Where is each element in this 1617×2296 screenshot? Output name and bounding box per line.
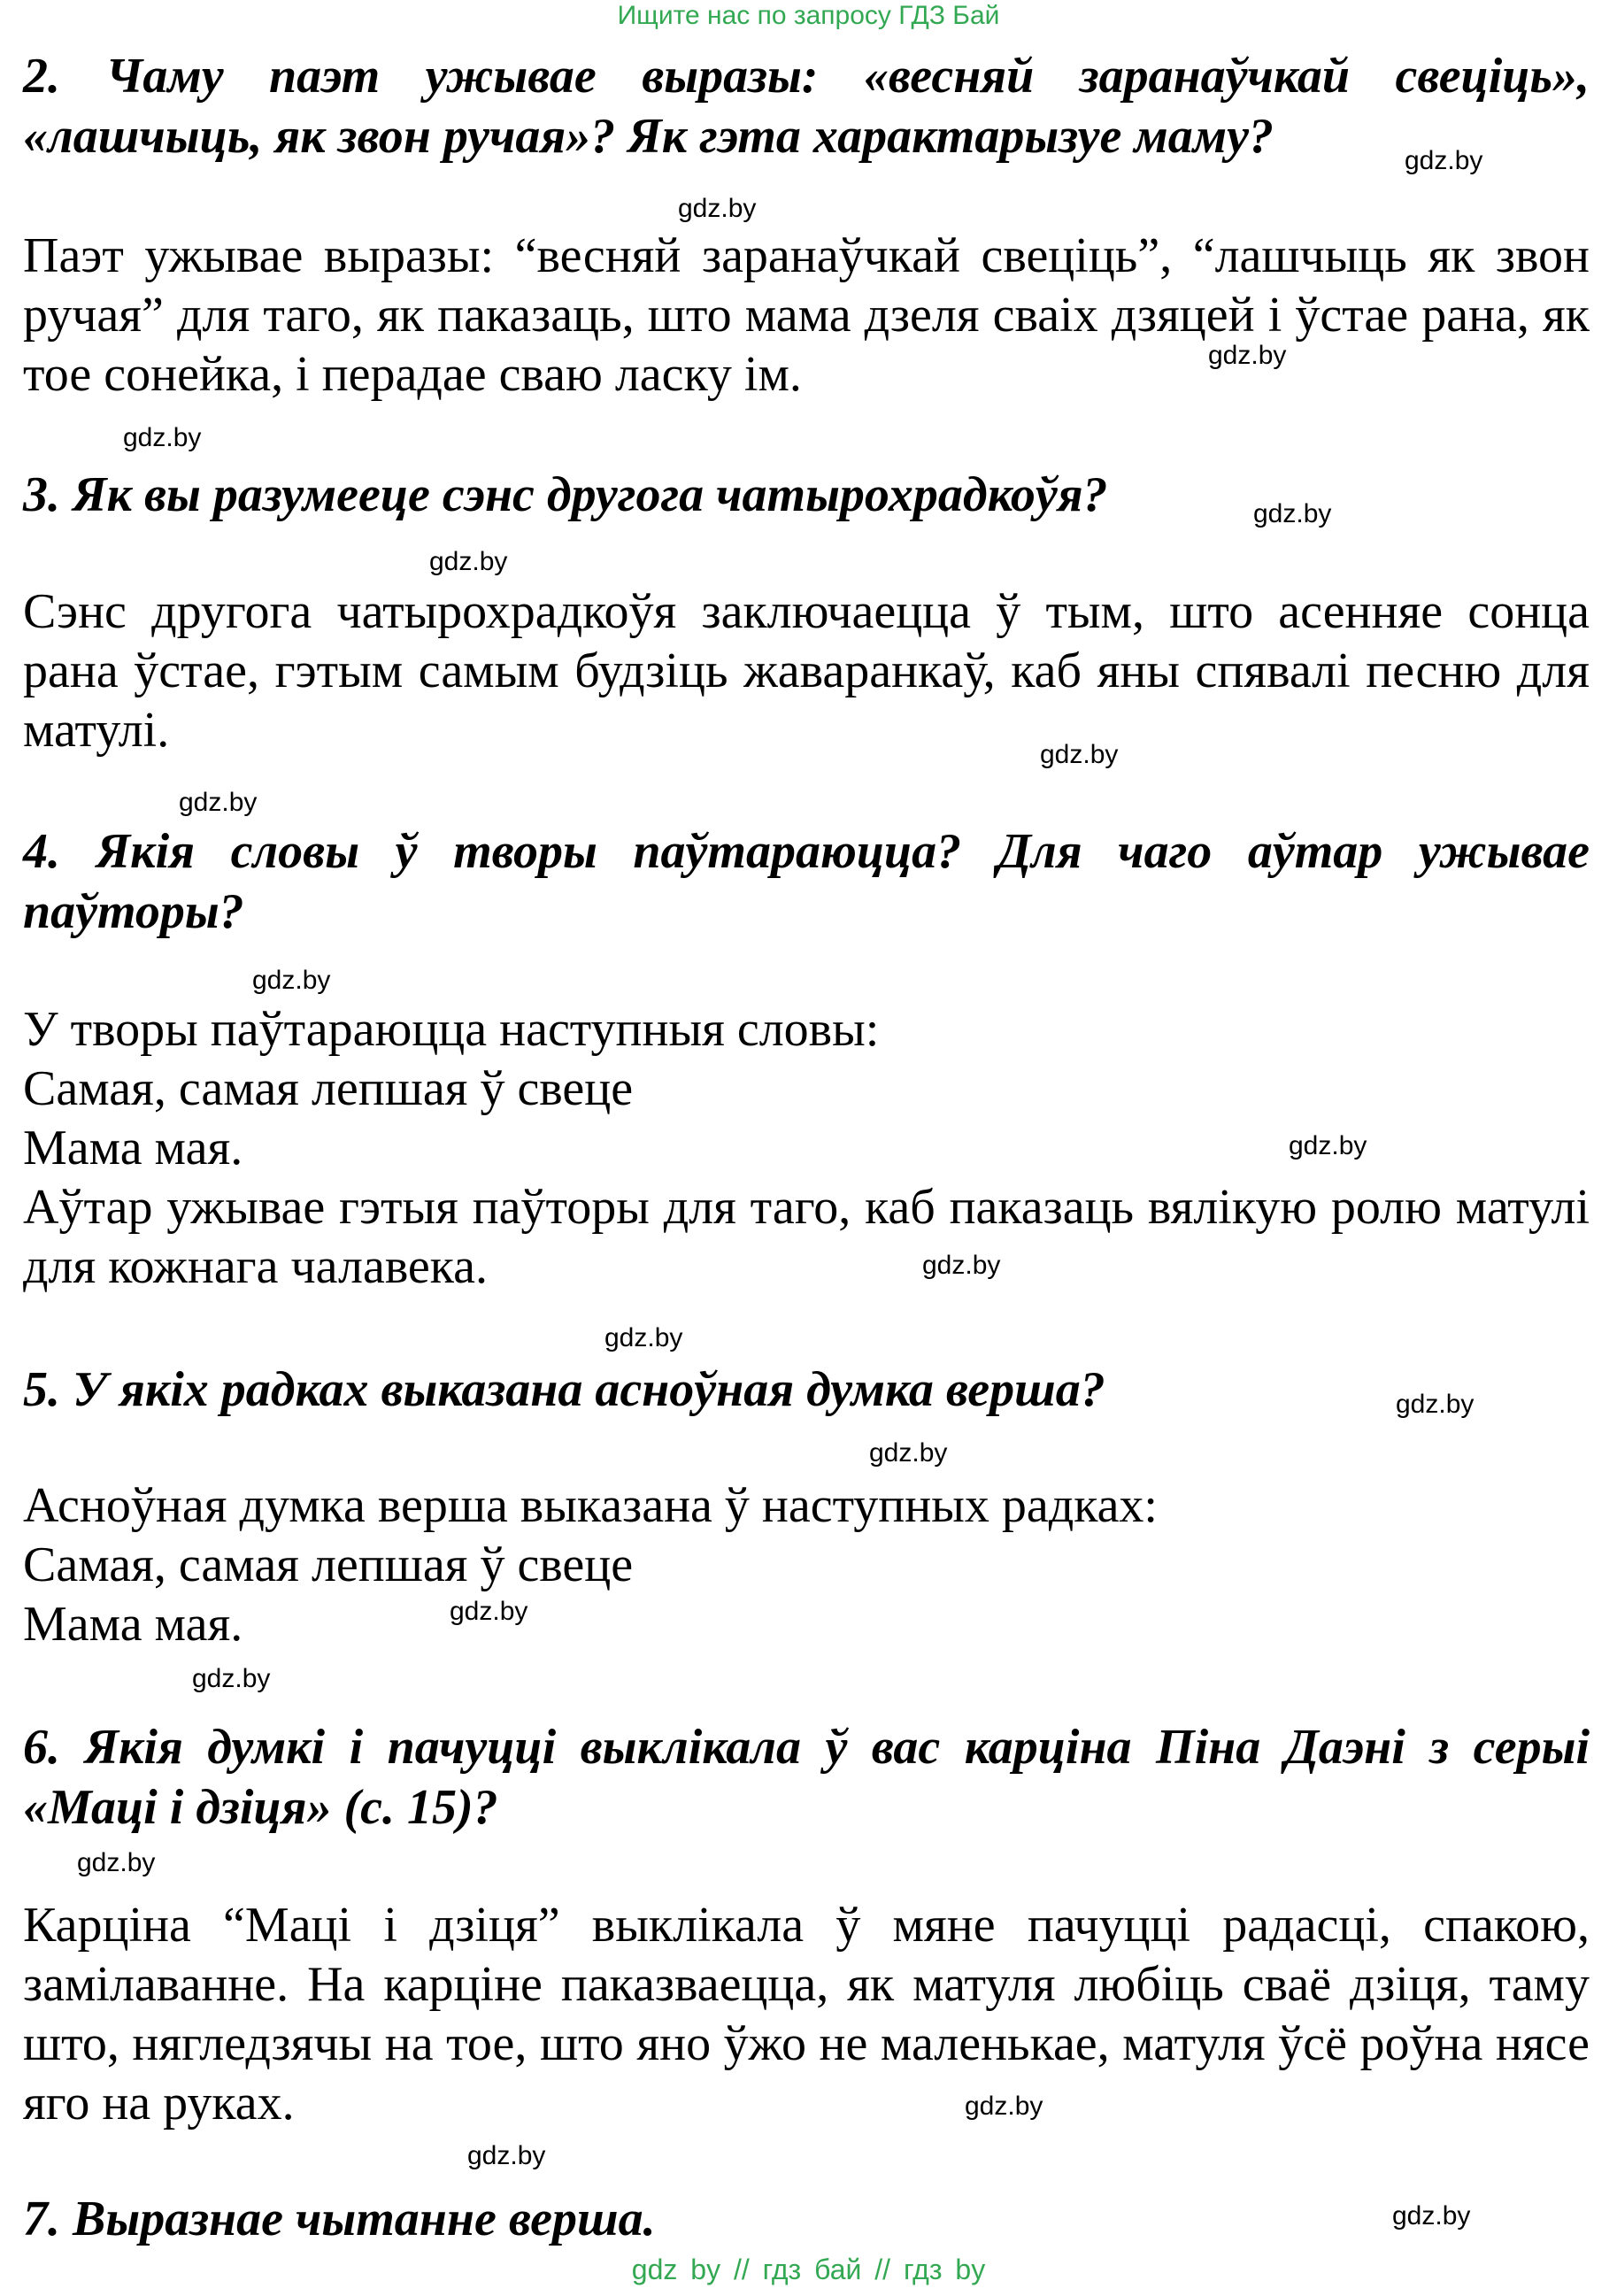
- question-2: 2. Чаму паэт ужывае выразы: «весняй заранаўчкай свеціць», «лашчыць, як звон ручая»? Як гэта характарызуе маму?: [23, 49, 1590, 164]
- watermark: gdz.by: [123, 423, 202, 452]
- answer-4-line-1: У творы паўтараюцца наступныя словы:: [23, 1002, 880, 1057]
- watermark: gdz.by: [869, 1438, 948, 1468]
- question-3: 3. Як вы разумееце сэнс другога чатырохрадкоўя?: [23, 467, 1108, 522]
- answer-5: [23, 1476, 1590, 1654]
- watermark: gdz.by: [1405, 146, 1483, 175]
- watermark: gdz.by: [179, 788, 258, 817]
- answer-3: Сэнс другога чатырохрадкоўя заключаецца ў тым, што асенняе сонца рана ўстае, гэтым самым будзіць жаваранкаў, каб яны спявалі песню для матулі.: [23, 584, 1590, 758]
- question-6: 6. Якія думкі і пачуцці выклікала ў вас карціна Піна Даэні з серыі «Маці і дзіця» (с. 15)?: [23, 1720, 1590, 1835]
- watermark: gdz.by: [467, 2141, 546, 2170]
- watermark: gdz.by: [965, 2092, 1043, 2121]
- answer-4-line-2: Самая, самая лепшая ў свеце: [23, 1061, 634, 1116]
- watermark: gdz.by: [1392, 2201, 1471, 2231]
- footer-links[interactable]: gdz by // гдз бай // гдз by: [631, 2254, 986, 2285]
- answer-4-line-3: Мама мая.: [23, 1121, 243, 1175]
- answer-6: Карціна “Маці і дзіця” выклікала ў мяне пачуцці радасці, спакою, замілаванне. На карціне паказваецца, як матуля любіць сваё дзіця, таму што, нягледзячы на тое, што яно ўжо не маленькае, матуля ўсё роўна нясе яго на руках.: [23, 1898, 1590, 2130]
- watermark: gdz.by: [1208, 341, 1287, 370]
- question-4: 4. Якія словы ў творы паўтараюцца? Для чаго аўтар ужывае паўторы?: [23, 824, 1590, 939]
- watermark: gdz.by: [604, 1323, 683, 1352]
- watermark: gdz.by: [192, 1664, 271, 1693]
- watermark: gdz.by: [1253, 499, 1332, 528]
- watermark: gdz.by: [678, 194, 757, 223]
- watermark: gdz.by: [1289, 1131, 1367, 1160]
- watermark: gdz.by: [450, 1597, 528, 1626]
- question-7: 7. Выразнае чытанне верша.: [23, 2192, 656, 2246]
- search-hint-link[interactable]: Ищите нас по запросу ГДЗ Бай: [617, 1, 1000, 30]
- watermark: gdz.by: [77, 1848, 156, 1877]
- watermark: gdz.by: [252, 966, 331, 995]
- answer-2: Паэт ужывае выразы: “весняй заранаўчкай свеціць”, “лашчыць як звон ручая” для таго, як паказаць, што мама дзеля сваіх дзяцей і ўстае рана, як тое сонейка, і перадае сваю ласку ім.: [23, 228, 1590, 402]
- watermark: gdz.by: [429, 547, 508, 576]
- watermark: gdz.by: [922, 1251, 1001, 1280]
- watermark: gdz.by: [1396, 1390, 1475, 1419]
- answer-4-tail: Аўтар ужывае гэтыя паўторы для таго, каб паказаць вялікую ролю матулі для кожнага чалавека.: [23, 1180, 1590, 1294]
- answer-5-line-1: Асноўная думка верша выказана ў наступных радках:: [23, 1478, 1158, 1533]
- answer-5-line-3: Мама мая.: [23, 1597, 243, 1652]
- answer-5-line-2: Самая, самая лепшая ў свеце: [23, 1537, 634, 1592]
- question-5: 5. У якіх радках выказана асноўная думка верша?: [23, 1362, 1105, 1417]
- watermark: gdz.by: [1040, 740, 1119, 769]
